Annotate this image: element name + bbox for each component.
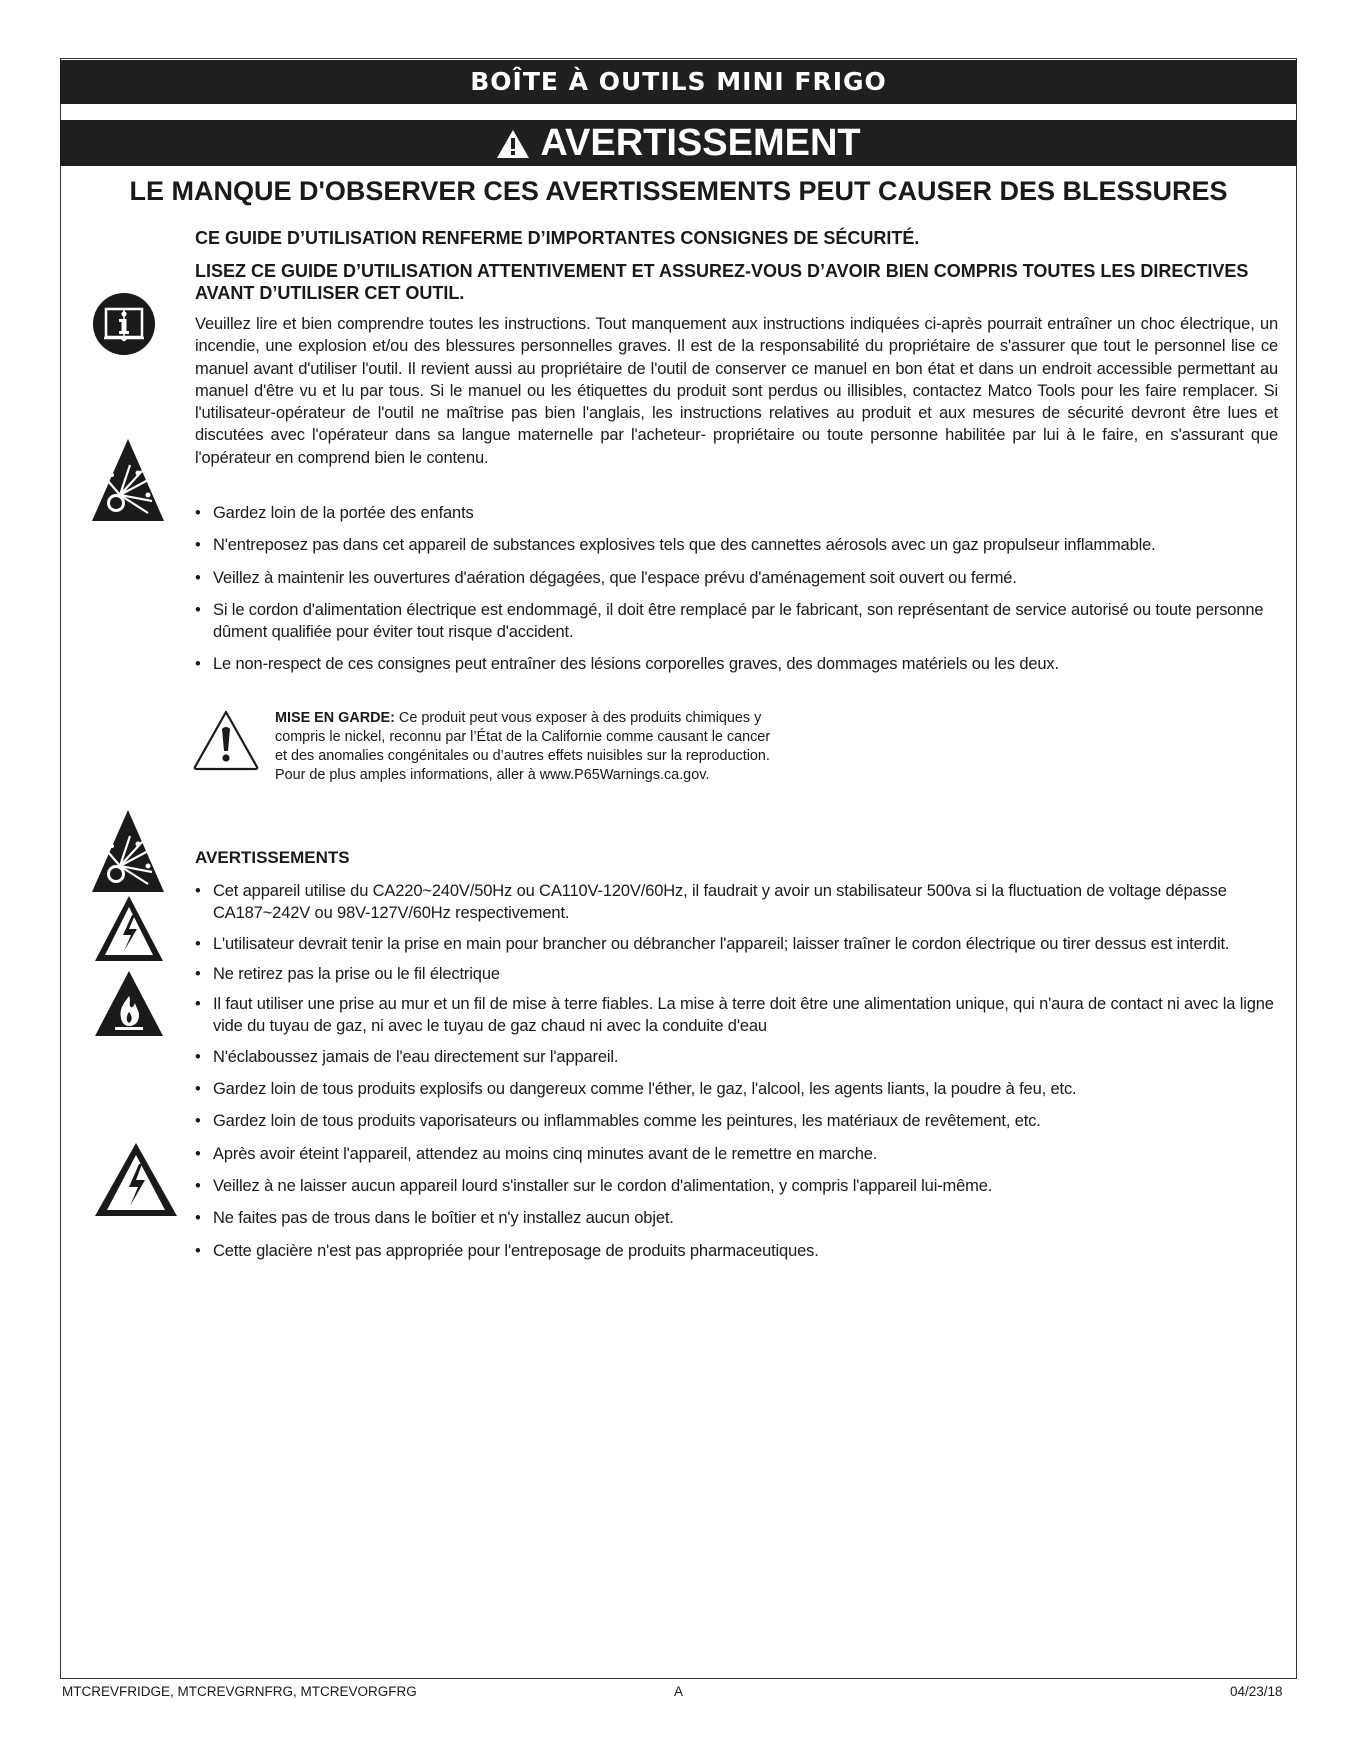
warning-banner-label: AVERTISSEMENT	[540, 122, 861, 164]
warning-triangle-icon	[496, 124, 530, 170]
list-item: • Gardez loin de la portée des enfants	[195, 502, 1280, 524]
intro-line-2: LISEZ CE GUIDE D’UTILISATION ATTENTIVEMENT ET ASSUREZ-VOUS D’AVOIR BIEN COMPRIS TOUTES LES DIRECTIVES AVANT D’UTILISER CET OUTIL.	[195, 261, 1249, 303]
caution-label: MISE EN GARDE:	[275, 710, 395, 726]
list-item: • Ne retirez pas la prise ou le fil électrique	[195, 963, 1280, 985]
manual-info-icon	[92, 292, 156, 361]
intro-paragraph: Veuillez lire et bien comprendre toutes les instructions. Tout manquement aux instructions indiquées ci-après pourrait entraîner un choc électrique, un incendie, une explosion et/ou des blessures personnelles graves. Il est de la responsabilité du propriétaire de s'assurer que tout le personnel lise ce manuel avant d'utiliser l'outil. Il revient aussi au propriétaire de l'outil de conserver ce manuel en bon état et dans un endroit accessible permettant au manuel d'être vu et lu par tous. Si le manuel ou les étiquettes du produit sont perdus ou illisibles, contactez Matco Tools pour les faire remplacer. Si l'utilisateur-opérateur de l'outil ne maîtrise pas bien l'anglais, les instructions relatives au produit et aux mesures de sécurité devront être lues et discutées avec l'opérateur dans sa langue maternelle par l'acheteur- propriétaire ou toute personne habilitée par lui à le faire, en s'assurant que l'opérateur en comprend bien le contenu.	[195, 315, 1278, 467]
list-item: • Après avoir éteint l'appareil, attendez au moins cinq minutes avant de le remettre en marche.	[195, 1143, 1280, 1165]
explosion-warning-icon	[90, 808, 166, 899]
main-heading: LE MANQUE D'OBSERVER CES AVERTISSEMENTS PEUT CAUSER DES BLESSURES	[129, 176, 1228, 206]
list-item: • Cet appareil utilise du CA220~240V/50Hz ou CA110V-120V/60Hz, il faudrait y avoir un stabilisateur 500va si la fluctuation de voltage dépasse CA187~242V ou 98V-127V/60Hz respectivement.	[195, 880, 1280, 925]
list-item: • Veillez à ne laisser aucun appareil lourd s'installer sur le cordon d'alimentation, y compris l'appareil lui-même.	[195, 1175, 1280, 1197]
caution-exclamation-icon	[192, 709, 260, 776]
electric-shock-icon	[93, 1140, 179, 1225]
list-item: • Il faut utiliser une prise au mur et un fil de mise à terre fiables. La mise à terre doit être une alimentation unique, qui n'aura de contact ni avec la ligne vide du tuyau de gaz, ni avec le tuyau de gaz chaud ni avec la conduite d'eau	[195, 993, 1280, 1038]
warnings-heading: AVERTISSEMENTS	[195, 848, 350, 867]
list-item: • Cette glacière n'est pas appropriée pour l'entreposage de produits pharmaceutiques.	[195, 1240, 1280, 1262]
fire-hazard-icon	[93, 968, 165, 1045]
footer-models: MTCREVFRIDGE, MTCREVGRNFRG, MTCREVORGFRG	[62, 1684, 417, 1699]
list-item: • Si le cordon d'alimentation électrique est endommagé, il doit être remplacé par le fabricant, son représentant de service autorisé ou toute personne dûment qualifiée pour éviter tout risque d'accident.	[195, 599, 1280, 644]
list-item: • Gardez loin de tous produits vaporisateurs ou inflammables comme les peintures, les matériaux de revêtement, etc.	[195, 1110, 1280, 1132]
list-item: • N'entreposez pas dans cet appareil de substances explosives tels que des cannettes aérosols avec un gaz propulseur inflammable.	[195, 534, 1280, 556]
electric-shock-icon	[93, 893, 165, 970]
intro-line-1: CE GUIDE D’UTILISATION RENFERME D’IMPORTANTES CONSIGNES DE SÉCURITÉ.	[195, 228, 920, 248]
list-item: • Ne faites pas de trous dans le boîtier et n'y installez aucun objet.	[195, 1207, 1280, 1229]
footer-page-number: A	[674, 1684, 684, 1699]
list-item: • Le non-respect de ces consignes peut entraîner des lésions corporelles graves, des dommages matériels ou les deux.	[195, 653, 1280, 675]
warning-banner	[60, 120, 1297, 166]
list-item: • Gardez loin de tous produits explosifs ou dangereux comme l'éther, le gaz, l'alcool, les agents liants, la poudre à feu, etc.	[195, 1078, 1280, 1100]
explosion-warning-icon	[90, 437, 166, 528]
safety-bullet-list	[195, 502, 1280, 676]
document-title: BOÎTE À OUTILS MINI FRIGO	[60, 60, 1297, 104]
caution-notice	[275, 709, 775, 785]
list-item: • N'éclaboussez jamais de l'eau directement sur l'appareil.	[195, 1046, 1280, 1068]
warnings-bullet-list	[195, 880, 1280, 1262]
footer-date: 04/23/18	[1230, 1684, 1283, 1699]
list-item: • L'utilisateur devrait tenir la prise en main pour brancher ou débrancher l'appareil; laisser traîner le cordon électrique ou tirer dessus est interdit.	[195, 933, 1280, 955]
caution-text: Ce produit peut vous exposer à des produits chimiques y compris le nickel, reconnu par l’État de la Californie comme causant le cancer et des anomalies congénitales ou d’autres effets nuisibles sur la reproduction. Pour de plus amples informations, aller à www.P65Warnings.ca.gov.	[275, 710, 771, 783]
list-item: • Veillez à maintenir les ouvertures d'aération dégagées, que l'espace prévu d'aménagement soit ouvert ou fermé.	[195, 567, 1280, 589]
